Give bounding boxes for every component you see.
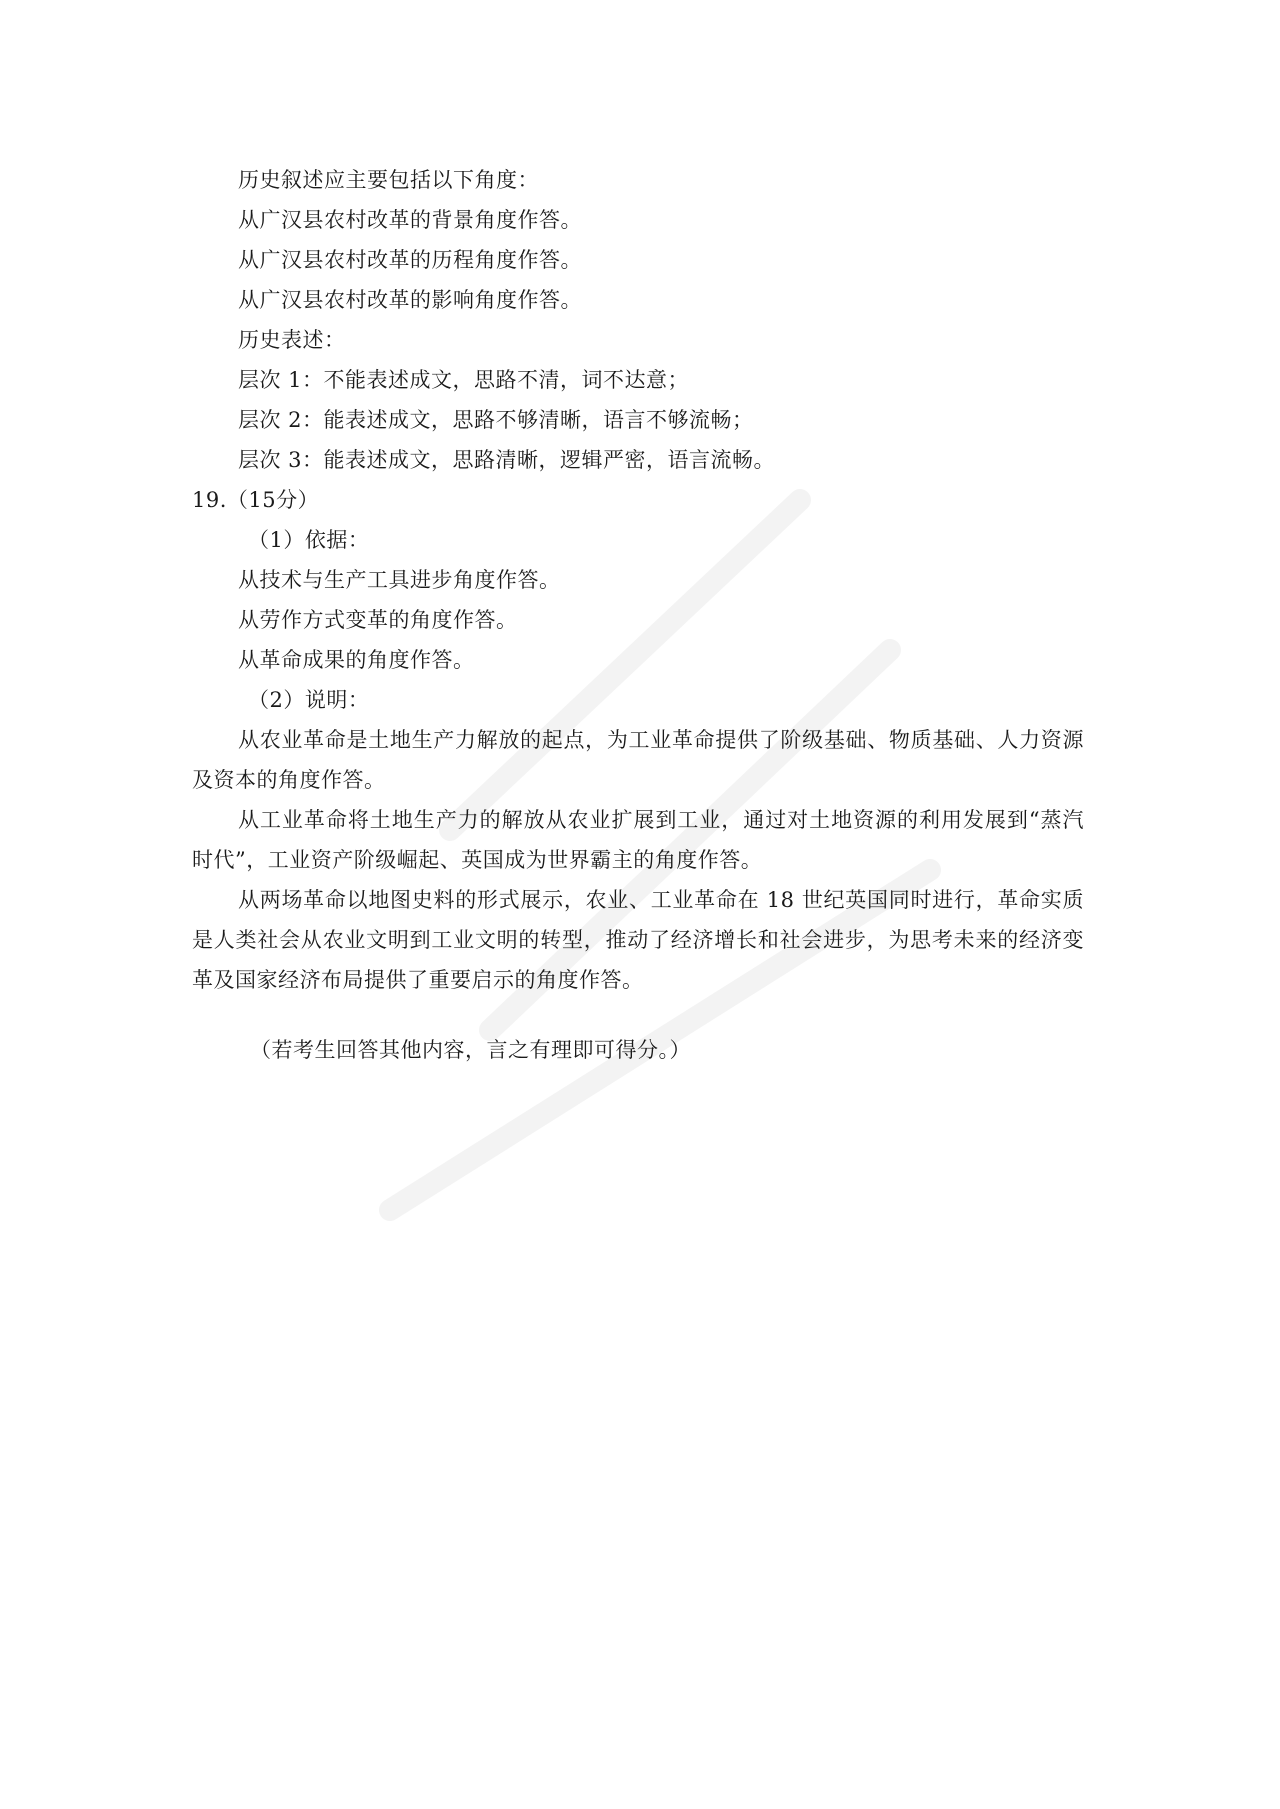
spacer — [192, 1000, 1092, 1030]
answer-text — [192, 160, 1092, 1070]
explanation-paragraph: 从工业革命将土地生产力的解放从农业扩展到工业，通过对土地资源的利用发展到“蒸汽时代”，工业资产阶级崛起、英国成为世界霸主的角度作答。 — [192, 808, 1084, 872]
basis-item: 从劳作方式变革的角度作答。 — [238, 608, 518, 632]
question-number: 19.（15分） — [192, 488, 320, 512]
level-item: 层次 2：能表述成文，思路不够清晰，语言不够流畅； — [238, 408, 754, 432]
explanation-paragraph: 从农业革命是土地生产力解放的起点，为工业革命提供了阶级基础、物质基础、人力资源及资本的角度作答。 — [192, 728, 1084, 792]
level-item: 层次 3：能表述成文，思路清晰，逻辑严密，语言流畅。 — [238, 448, 776, 472]
basis-item: 从技术与生产工具进步角度作答。 — [238, 568, 561, 592]
level-item: 层次 1：不能表述成文，思路不清，词不达意； — [238, 368, 690, 392]
part1-label: （1）依据： — [248, 528, 370, 552]
footer-note: （若考生回答其他内容，言之有理即可得分。） — [250, 1038, 691, 1062]
explanation-paragraph: 从两场革命以地图史料的形式展示，农业、工业革命在 18 世纪英国同时进行，革命实质是人类社会从农业文明到工业文明的转型，推动了经济增长和社会进步，为思考未来的经济变革及国家经济布局提供了重要启示的角度作答。 — [192, 888, 1084, 992]
expression-heading: 历史表述： — [238, 328, 346, 352]
basis-item: 从革命成果的角度作答。 — [238, 648, 475, 672]
angle-item: 从广汉县农村改革的背景角度作答。 — [238, 208, 582, 232]
part2-label: （2）说明： — [248, 688, 370, 712]
angle-item: 从广汉县农村改革的影响角度作答。 — [238, 288, 582, 312]
narrative-heading: 历史叙述应主要包括以下角度： — [238, 168, 539, 192]
angle-item: 从广汉县农村改革的历程角度作答。 — [238, 248, 582, 272]
